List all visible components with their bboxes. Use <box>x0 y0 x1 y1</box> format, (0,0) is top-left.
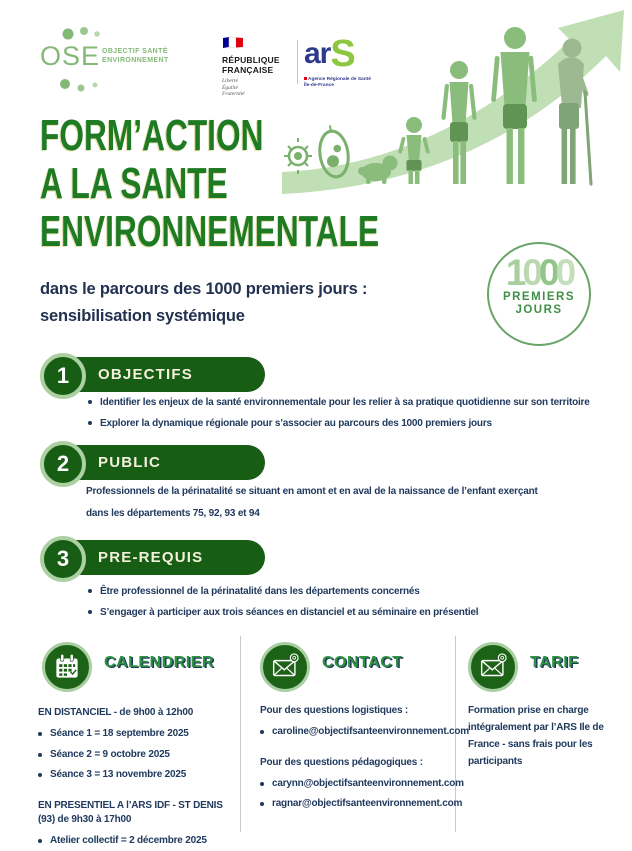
french-flag-icon <box>222 36 244 49</box>
bullet-icon <box>260 730 264 734</box>
list-item <box>260 794 448 815</box>
bullet-icon <box>88 400 92 404</box>
section-3-number: 3 <box>40 536 86 582</box>
email-link[interactable]: caroline@objectifsanteenvironnement.com <box>272 722 469 743</box>
section-3-bullets <box>88 581 608 623</box>
list-item: Séance 3 = 13 novembre 2025 <box>38 765 236 786</box>
section-2-heading: PUBLIC <box>58 445 265 480</box>
list-item: Explorer la dynamique régionale pour s’associer au parcours des 1000 premiers jours <box>88 413 620 434</box>
contact-heading: CONTACT <box>322 654 403 672</box>
bullet-icon <box>260 782 264 786</box>
badge-line1: PREMIERS <box>489 291 589 304</box>
page-subtitle: dans le parcours des 1000 premiers jours : sensibilisation systémique <box>40 276 367 330</box>
bullet-icon <box>38 773 42 777</box>
logo-divider <box>297 40 298 84</box>
calendar-icon <box>42 642 92 692</box>
bullet-icon <box>38 839 42 843</box>
bullet-icon <box>88 610 92 614</box>
distanciel-block: EN DISTANCIEL - de 9h00 à 12h00 Séance 1 = 18 septembre 2025 Séance 2 = 9 octobre 2025 Séance 3 = 13 novembre 2025 <box>38 706 236 786</box>
list-item <box>260 722 448 743</box>
ars-wordmark: arS <box>304 34 371 76</box>
bullet-icon <box>88 421 92 425</box>
section-1-number: 1 <box>40 353 86 399</box>
tarif-heading: TARIF <box>530 654 578 672</box>
section-2-number: 2 <box>40 441 86 487</box>
section-1-heading: OBJECTIFS <box>58 357 265 392</box>
tarif-content: Formation prise en charge intégralement par l’ARS Ile de France - sans frais pour les participants <box>468 702 620 770</box>
list-item: S’engager à participer aux trois séances en distanciel et au séminaire en présentiel <box>88 602 608 623</box>
mail-icon <box>260 642 310 692</box>
list-item: Séance 1 = 18 septembre 2025 <box>38 724 236 745</box>
bullet-icon <box>88 589 92 593</box>
ars-logo <box>304 34 371 89</box>
contact-content <box>260 704 448 815</box>
ose-acronym: OSE <box>40 41 100 72</box>
pedagogy-block: Pour des questions pédagogiques : carynn@objectifsanteenvironnement.com ragnar@objectifsanteenvironnement.com <box>260 756 448 815</box>
bullet-icon <box>38 753 42 757</box>
calendrier-content <box>38 706 236 851</box>
ars-subtitle: Agence Régionale de Santé Île-de-France <box>304 77 371 89</box>
presentiel-block: EN PRESENTIEL A l’ARS IDF - ST DENIS (93) de 9h30 à 17h00 Atelier collectif = 2 décembre 2025 <box>38 799 236 851</box>
calendrier-heading: CALENDRIER <box>104 654 214 672</box>
ose-label: OBJECTIF SANTÉ ENVIRONNEMENT <box>102 47 169 65</box>
ars-red-square-icon <box>304 77 307 80</box>
list-item <box>260 774 448 795</box>
list-item: Séance 2 = 9 octobre 2025 <box>38 745 236 766</box>
section-3-heading: PRE-REQUIS <box>58 540 265 575</box>
bullet-icon <box>38 732 42 736</box>
email-link[interactable]: ragnar@objectifsanteenvironnement.com <box>272 794 462 815</box>
republique-text: RÉPUBLIQUE FRANÇAISE <box>222 56 294 75</box>
email-link[interactable]: carynn@objectifsanteenvironnement.com <box>272 774 464 795</box>
1000-premiers-jours-badge <box>487 242 591 346</box>
mail-icon <box>468 642 518 692</box>
list-item: Être professionnel de la périnatalité dans les départements concernés <box>88 581 608 602</box>
ose-logo <box>40 24 180 94</box>
column-divider <box>240 636 241 832</box>
logistics-block: Pour des questions logistiques : caroline@objectifsanteenvironnement.com <box>260 704 448 743</box>
badge-line2: JOURS <box>489 304 589 317</box>
section-2-paragraph: Professionnels de la périnatalité se situant en amont et en aval de la naissance de l’enfant exerçant dans les départements 75, 92, 93 et 94 <box>86 481 538 524</box>
list-item: Atelier collectif = 2 décembre 2025 <box>38 831 236 851</box>
bullet-icon <box>260 802 264 806</box>
list-item: Identifier les enjeux de la santé environnementale pour les relier à sa pratique quotidienne sur son territoire <box>88 392 620 413</box>
page-title: FORM’ACTION A LA SANTE ENVIRONNEMENTALE <box>40 112 379 256</box>
republique-francaise-logo <box>222 36 294 98</box>
badge-number: 1000 <box>489 255 589 291</box>
republique-motto: Liberté Égalité Fraternité <box>222 78 294 98</box>
section-1-bullets <box>88 392 620 434</box>
